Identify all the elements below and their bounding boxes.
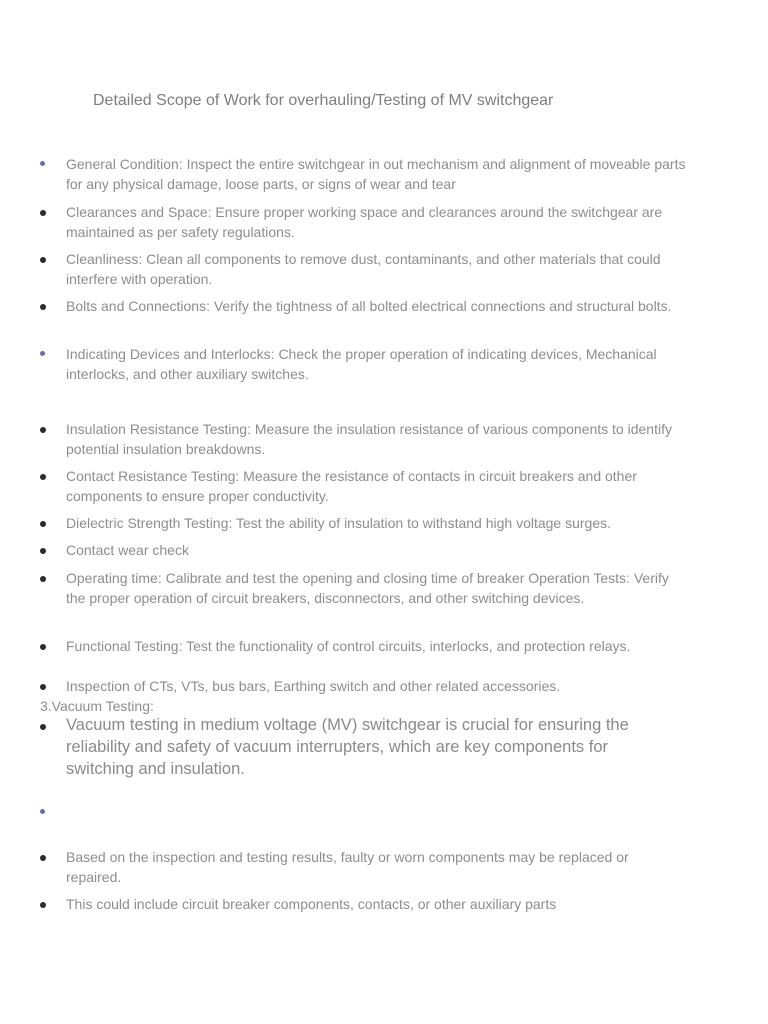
bullet-icon: [40, 474, 46, 480]
list-item: Dielectric Strength Testing: Test the ability of insulation to withstand high voltage surges.: [66, 515, 612, 531]
bullet-icon: [40, 809, 45, 814]
list-item: Based on the inspection and testing results, faulty or worn components may be replaced or repaired.: [66, 849, 629, 885]
list-item: Inspection of CTs, VTs, bus bars, Earthing switch and other related accessories.: [66, 678, 561, 694]
list-item: Cleanliness: Clean all components to remove dust, contaminants, and other materials that could interfere with operation.: [66, 251, 661, 287]
list-item: Contact Resistance Testing: Measure the resistance of contacts in circuit breakers and other components to ensure proper conductivity.: [66, 468, 637, 504]
bullet-icon: [40, 427, 46, 433]
bullet-icon: [40, 210, 46, 216]
bullet-icon: [40, 521, 46, 527]
bullet-icon: [40, 724, 46, 730]
bullet-icon: [40, 257, 46, 263]
bullet-icon: [40, 644, 46, 650]
bullet-icon: [40, 576, 46, 582]
list-item: Operating time: Calibrate and test the opening and closing time of breaker Operation Tests: Verify the proper operation of circuit breakers, disconnectors, and other switching devices.: [66, 570, 669, 606]
bullet-icon: [40, 161, 45, 166]
list-item: Bolts and Connections: Verify the tightness of all bolted electrical connections and structural bolts.: [66, 298, 672, 314]
bullet-icon: [40, 304, 46, 310]
list-item: This could include circuit breaker components, contacts, or other auxiliary parts: [66, 896, 557, 912]
bullet-icon: [40, 548, 46, 554]
bullet-icon: [40, 855, 46, 861]
list-item: Clearances and Space: Ensure proper working space and clearances around the switchgear are maintained as per safety regulations.: [66, 204, 663, 240]
bullet-icon: [40, 902, 46, 908]
document-title: Detailed Scope of Work for overhauling/Testing of MV switchgear: [93, 92, 554, 109]
list-item: Functional Testing: Test the functionality of control circuits, interlocks, and protection relays.: [66, 638, 631, 654]
bullet-icon: [40, 684, 46, 690]
list-item: Vacuum testing in medium voltage (MV) switchgear is crucial for ensuring the reliability and safety of vacuum interrupters, which are key components for switching and insulation.: [66, 716, 629, 778]
list-item: General Condition: Inspect the entire switchgear in out mechanism and alignment of moveable parts for any physical damage, loose parts, or signs of wear and tear: [66, 156, 686, 192]
section-heading: 3.Vacuum Testing:: [40, 698, 154, 714]
bullet-icon: [40, 351, 45, 356]
list-item: Indicating Devices and Interlocks: Check the proper operation of indicating devices, Mechanical interlocks, and other auxiliary switches.: [66, 346, 657, 382]
list-item: Insulation Resistance Testing: Measure the insulation resistance of various components to identify potential insulation breakdowns.: [66, 421, 672, 457]
list-item: Contact wear check: [66, 542, 189, 558]
